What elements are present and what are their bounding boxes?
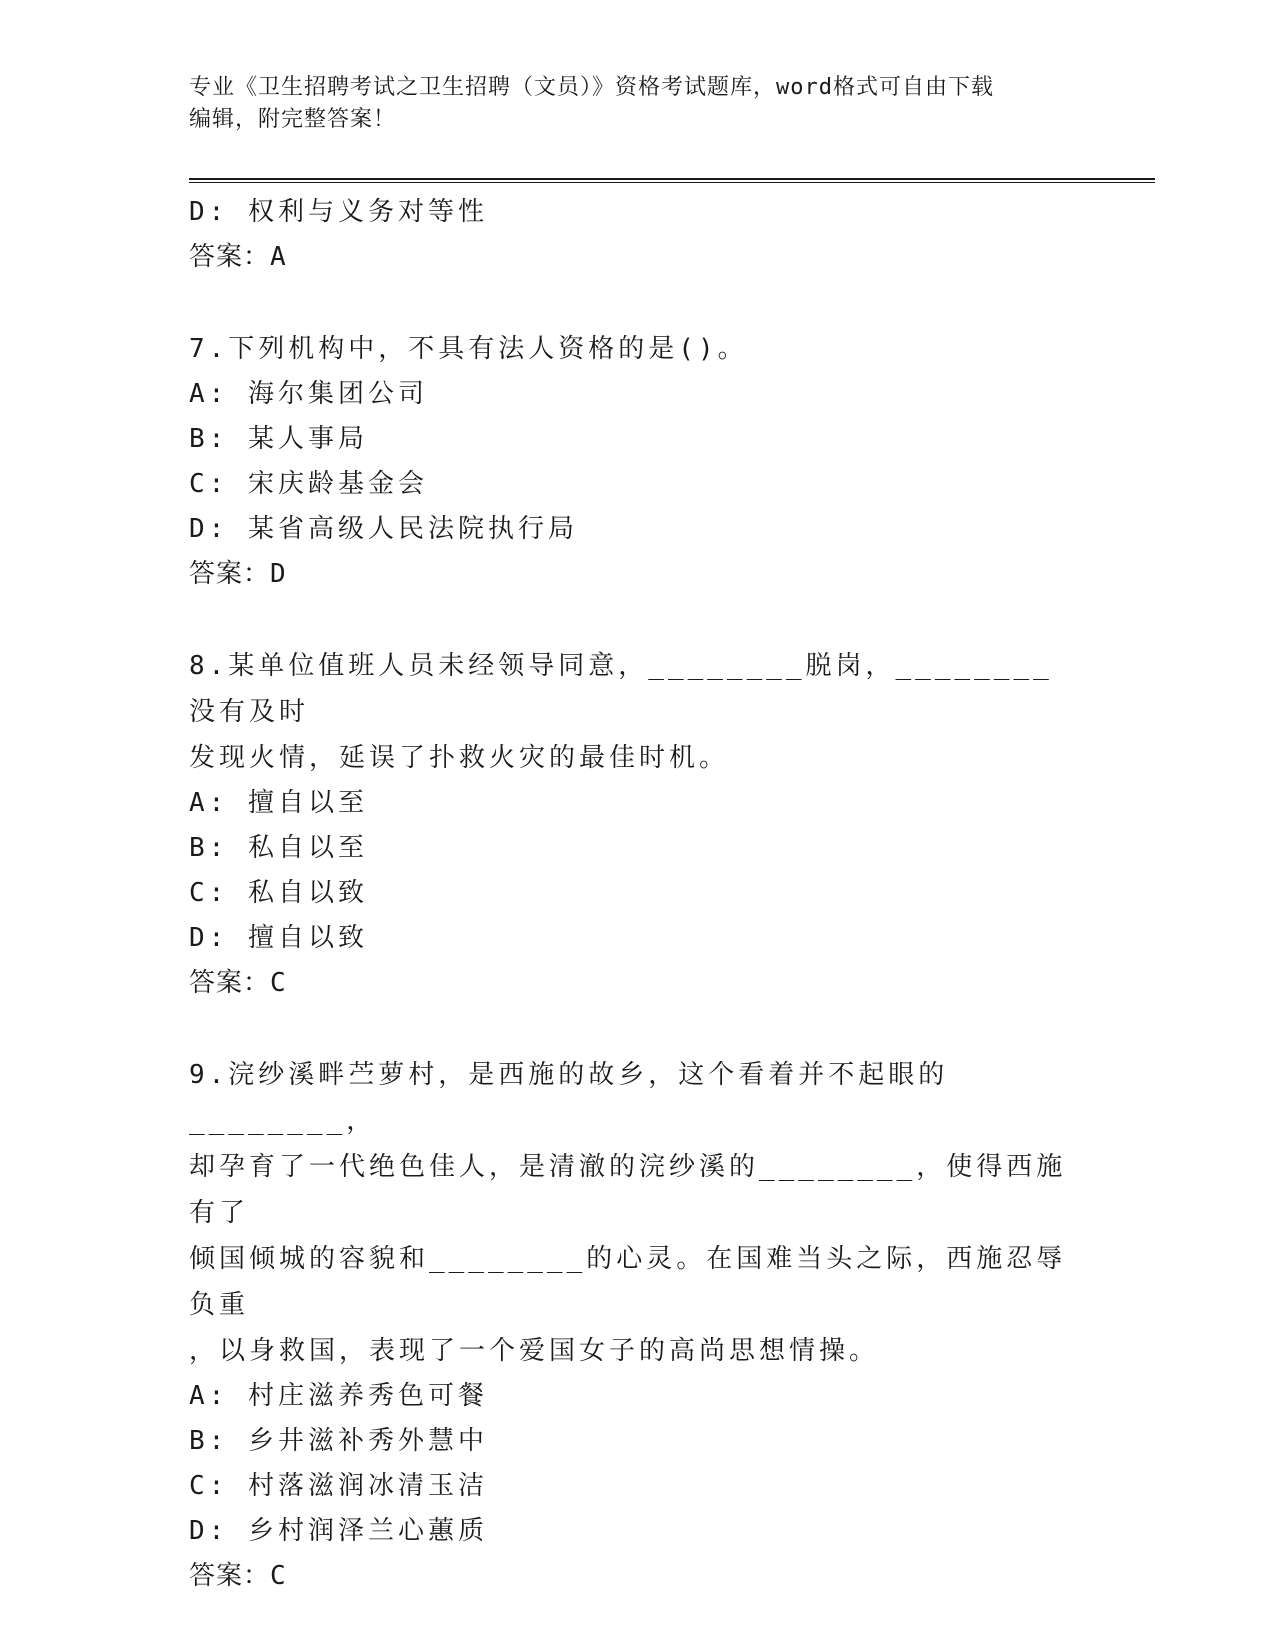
document-body [189, 190, 1069, 1599]
answer: 答案：D [189, 559, 287, 589]
question-7 [189, 326, 1069, 597]
question-text-line-2: 发现火情，延误了扑救火灾的最佳时机。 [189, 743, 730, 773]
spacer [189, 597, 1069, 643]
question-text-line-3: 倾国倾城的容貌和________的心灵。在国难当头之际，西施忍辱负重 [189, 1244, 1067, 1320]
spacer [189, 280, 1069, 326]
question-text-line-1: 9.浣纱溪畔苎萝村，是西施的故乡，这个看着并不起眼的________， [189, 1060, 949, 1136]
question-8 [189, 643, 1069, 1006]
option-a: A: 海尔集团公司 [189, 379, 428, 409]
header-line-2: 编辑，附完整答案！ [189, 107, 397, 132]
answer: 答案：C [189, 968, 287, 998]
option-d: D: 某省高级人民法院执行局 [189, 514, 578, 544]
option-a: A: 村庄滋养秀色可餐 [189, 1381, 488, 1411]
previous-question-tail [189, 190, 1069, 280]
question-text-line-1: 8.某单位值班人员未经领导同意，________脱岗，________没有及时 [189, 651, 1053, 727]
question-text: 7.下列机构中，不具有法人资格的是()。 [189, 334, 748, 364]
answer: 答案：A [189, 242, 287, 272]
option-a: A: 擅自以至 [189, 788, 368, 818]
option-b: B: 乡井滋补秀外慧中 [189, 1426, 488, 1456]
spacer [189, 1006, 1069, 1052]
question-9 [189, 1052, 1069, 1599]
question-text-line-2: 却孕育了一代绝色佳人，是清澈的浣纱溪的________，使得西施有了 [189, 1152, 1067, 1228]
option-c: C: 私自以致 [189, 878, 368, 908]
option-c: C: 宋庆龄基金会 [189, 469, 428, 499]
option-c: C: 村落滋润冰清玉洁 [189, 1471, 488, 1501]
option-d: D: 权利与义务对等性 [189, 197, 488, 227]
document-header [189, 72, 1089, 136]
header-divider [189, 178, 1155, 183]
question-text-line-4: ，以身救国，表现了一个爱国女子的高尚思想情操。 [189, 1336, 880, 1366]
option-d: D: 擅自以致 [189, 923, 368, 953]
header-line-1: 专业《卫生招聘考试之卫生招聘（文员）》资格考试题库，word格式可自由下载 [189, 75, 994, 100]
option-d: D: 乡村润泽兰心蕙质 [189, 1516, 488, 1546]
answer: 答案：C [189, 1561, 287, 1591]
option-b: B: 某人事局 [189, 424, 368, 454]
option-b: B: 私自以至 [189, 833, 368, 863]
